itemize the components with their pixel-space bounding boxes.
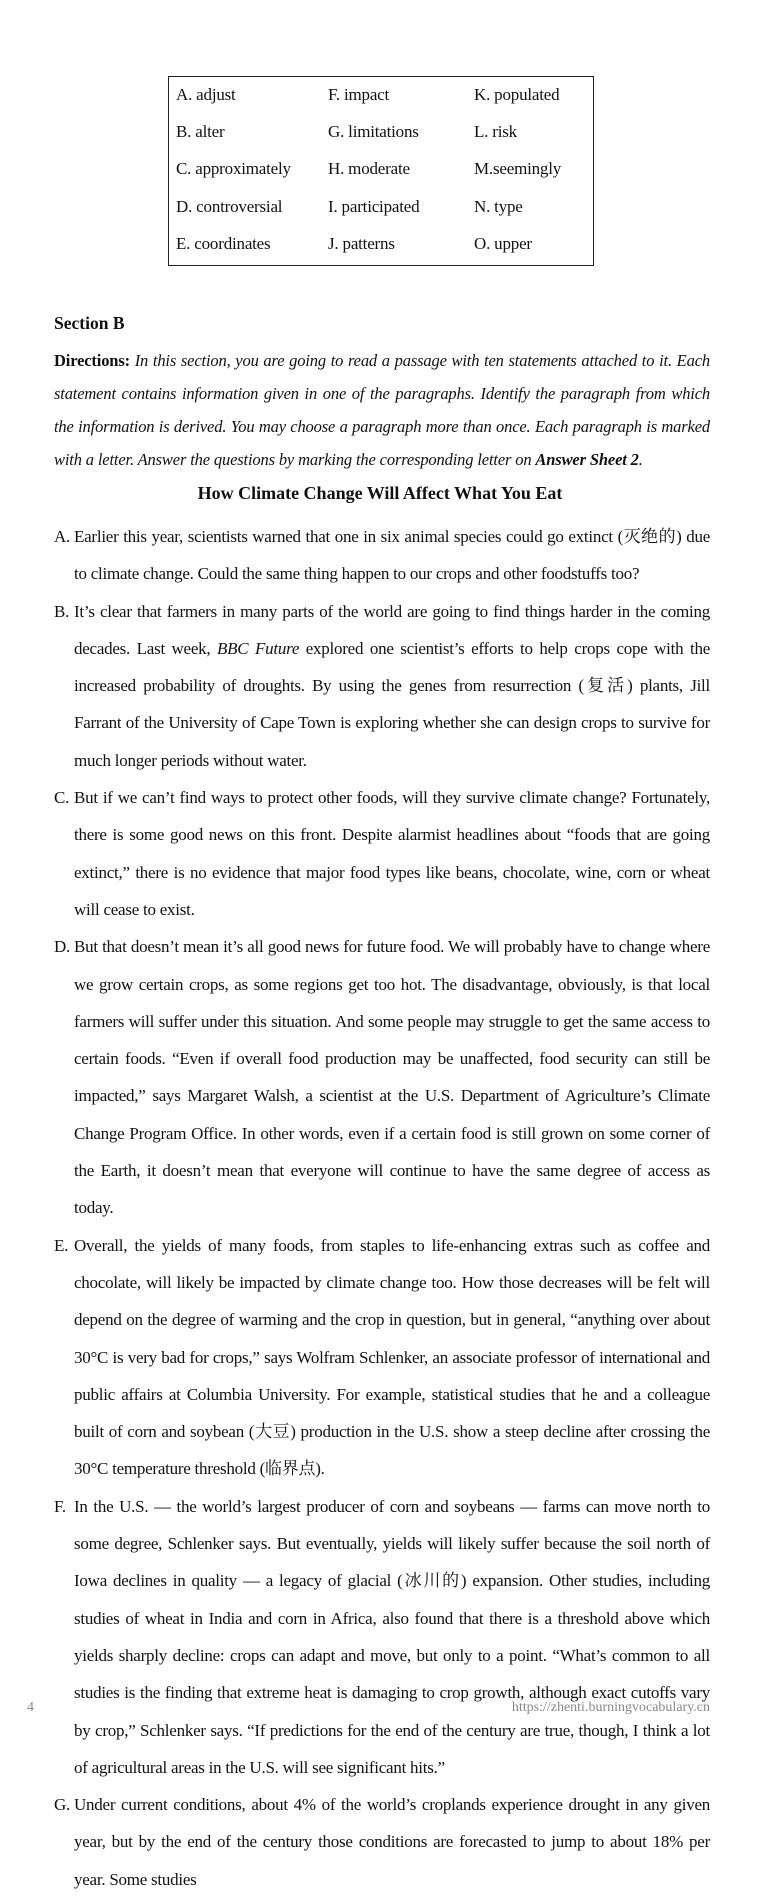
word-bank-item: M.seemingly (474, 159, 562, 178)
paragraph-text: Overall, the yields of many foods, from staples to life-enhancing extras such as coffee and chocolate, will likely be impacted by climate change too. How those decreases will be felt will depend on the degree of warming and the crop in question, but in general, “anything over about 30°C is very bad for crops,” says Wolfram Schlenker, an associate professor of international and public affairs at Columbia University. For example, statistical studies that he and a colleague built of corn and soybean (大豆) production in the U.S. show a steep decline after crossing the 30°C temperature threshold (临界点). (74, 1235, 710, 1479)
word-bank-item: C. approximately (176, 159, 291, 178)
paragraph-c (54, 779, 710, 928)
paragraph-e (54, 1227, 710, 1488)
paragraph-text: But that doesn’t mean it’s all good news for future food. We will probably have to change where we grow certain crops, as some regions get too hot. The disadvantage, obviously, is that local farmers will suffer under this situation. And some people may struggle to get the same access to certain foods. “Even if overall food production may be unaffected, food security can still be impacted,” says Margaret Walsh, a scientist at the U.S. Department of Agriculture’s Climate Change Program Office. In other words, even if a certain food is still grown on some corner of the Earth, it doesn’t mean that everyone will continue to have the same degree of access as today. (74, 937, 710, 1218)
publication-name: BBC Future (217, 638, 300, 658)
word-bank-item: G. limitations (328, 122, 419, 141)
paragraph-text: explored one scientist’s efforts to help crops cope with the increased probability of droughts. By using the genes from resurrection (复活) plants, Jill Farrant of the University of Cape Town is exploring whether she can design crops to survive for much longer periods without water. (74, 638, 710, 770)
directions-end: . (638, 450, 643, 469)
directions-text: In this section, you are going to read a passage with ten statements attached to it. Each statement contains information given in one of the paragraphs. Identify the paragraph from which the information is derived. You may choose a paragraph more than once. Each paragraph is marked with a letter. Answer the questions by marking the corresponding letter on (54, 351, 710, 469)
paragraph-text: In the U.S. — the world’s largest producer of corn and soybeans — farms can move north to some degree, Schlenker says. But eventually, yields will likely suffer because the soil north of Iowa declines in quality — a legacy of glacial (冰川的) expansion. Other studies, including studies of wheat in India and corn in Africa, also found that there is a threshold above which yields sharply decline: crops can adapt and move, but only to a point. “What’s common to all studies is the finding that extreme heat is damaging to crop growth, although exact cutoffs vary by crop,” Schlenker says. “If predictions for the end of the century are true, though, I think a lot of agricultural areas in the U.S. will see significant hits.” (74, 1496, 710, 1777)
answer-sheet-ref: Answer Sheet 2 (535, 450, 639, 469)
paragraph-text: But if we can’t find ways to protect other foods, will they survive climate change? Fortunately, there is some good news on this front. Despite alarmist headlines about “foods that are going extinct,” there is no evidence that major food types like beans, chocolate, wine, corn or wheat will cease to exist. (74, 788, 710, 919)
word-bank-item: B. alter (176, 122, 225, 141)
word-bank-box (168, 76, 594, 266)
directions-label: Directions: (54, 351, 130, 370)
word-bank-item: L. risk (474, 122, 517, 141)
word-bank-item: F. impact (328, 85, 390, 104)
passage-title: How Climate Change Will Affect What You Eat (197, 483, 563, 503)
paragraph-text: It’s clear that farmers in many parts of the world are going to find things harder in the coming decades. Last week, (74, 601, 710, 658)
section-title: Section B (54, 313, 125, 333)
paragraph-letter: A. (54, 527, 71, 546)
word-bank-item: J. patterns (328, 234, 395, 253)
word-bank-item: D. controversial (176, 197, 283, 216)
paragraph-d (54, 928, 710, 1226)
footer-url: https://zhenti.burningvocabulary.cn (511, 1700, 710, 1715)
word-bank-item: H. moderate (328, 159, 410, 178)
paragraph-text: Under current conditions, about 4% of the world’s croplands experience drought in any given year, but by the end of the century those conditions are forecasted to jump to about 18% per year. Some studies (74, 1795, 710, 1889)
paragraph-letter: G. (54, 1795, 71, 1815)
paragraph-letter: F. (54, 1496, 66, 1516)
directions (54, 344, 710, 476)
paragraph-text: Earlier this year, scientists warned that one in six animal species could go extinct (灭绝的) due to climate change. Could the same thing happen to our crops and other foodstuffs too? (74, 527, 710, 584)
word-bank-item: I. participated (328, 197, 420, 216)
word-bank-item: K. populated (474, 85, 560, 104)
paragraph-f (54, 1488, 710, 1786)
paragraph-letter: B. (54, 601, 70, 621)
word-bank-item: E. coordinates (176, 234, 271, 253)
word-bank-item: N. type (474, 197, 523, 216)
page-number: 4 (27, 1700, 34, 1715)
paragraph-b (54, 593, 710, 779)
paragraph-a (54, 518, 710, 593)
paragraph-letter: D. (54, 937, 71, 957)
word-bank-item: O. upper (474, 234, 532, 253)
paragraph-letter: C. (54, 788, 70, 808)
paragraph-letter: E. (54, 1235, 69, 1255)
passage-paragraphs (54, 518, 710, 1898)
word-bank-item: A. adjust (176, 85, 236, 104)
paragraph-g (54, 1786, 710, 1898)
